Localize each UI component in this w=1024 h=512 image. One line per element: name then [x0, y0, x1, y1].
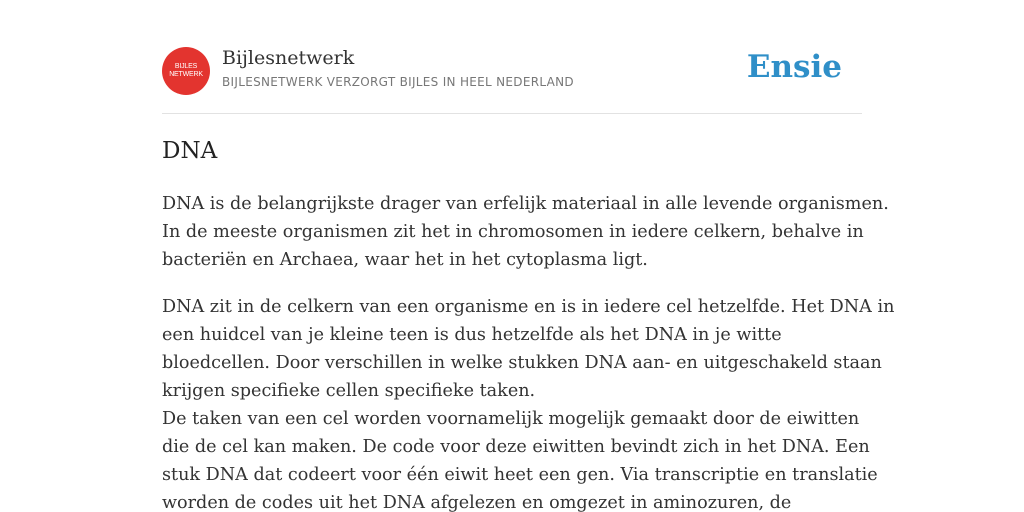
- text-line: die de cel kan maken. De code voor deze eiwitten bevindt zich in het DNA. Een: [162, 437, 870, 457]
- header: [162, 45, 862, 114]
- text-line: De taken van een cel worden voornamelijk mogelijk gemaakt door de eiwitten: [162, 409, 860, 429]
- text-line: In de meeste organismen zit het in chromosomen in iedere celkern, behalve in: [162, 222, 864, 242]
- article-body: [162, 190, 895, 512]
- site-tagline: BIJLESNETWERK VERZORGT BIJLES IN HEEL NEDERLAND: [222, 75, 574, 89]
- text-line: bacteriën en Archaea, waar het in het cytoplasma ligt.: [162, 250, 648, 270]
- site-name-link[interactable]: Bijlesnetwerk: [222, 47, 355, 69]
- text-line: krijgen specifieke cellen specifieke taken.: [162, 381, 536, 401]
- text-line: DNA zit in de celkern van een organisme en is in iedere cel hetzelfde. Het DNA in: [162, 297, 895, 317]
- article-title: DNA: [162, 138, 218, 164]
- paragraph: [162, 293, 895, 512]
- text-line: een huidcel van je kleine teen is dus hetzelfde als het DNA in je witte: [162, 325, 782, 345]
- text-line: worden de codes uit het DNA afgelezen en omgezet in aminozuren, de: [162, 493, 792, 512]
- text-line: bloedcellen. Door verschillen in welke stukken DNA aan- en uitgeschakeld staan: [162, 353, 882, 373]
- logo-text-bottom: NETWERK: [169, 71, 203, 78]
- bijlesnetwerk-logo[interactable]: [162, 47, 210, 95]
- text-line: stuk DNA dat codeert voor één eiwit heet een gen. Via transcriptie en translatie: [162, 465, 878, 485]
- logo-text-top: BIJLES: [174, 63, 198, 70]
- ensie-brand-link[interactable]: Ensie: [746, 49, 842, 85]
- text-line: DNA is de belangrijkste drager van erfelijk materiaal in alle levende organismen.: [162, 194, 889, 214]
- paragraph: [162, 190, 889, 274]
